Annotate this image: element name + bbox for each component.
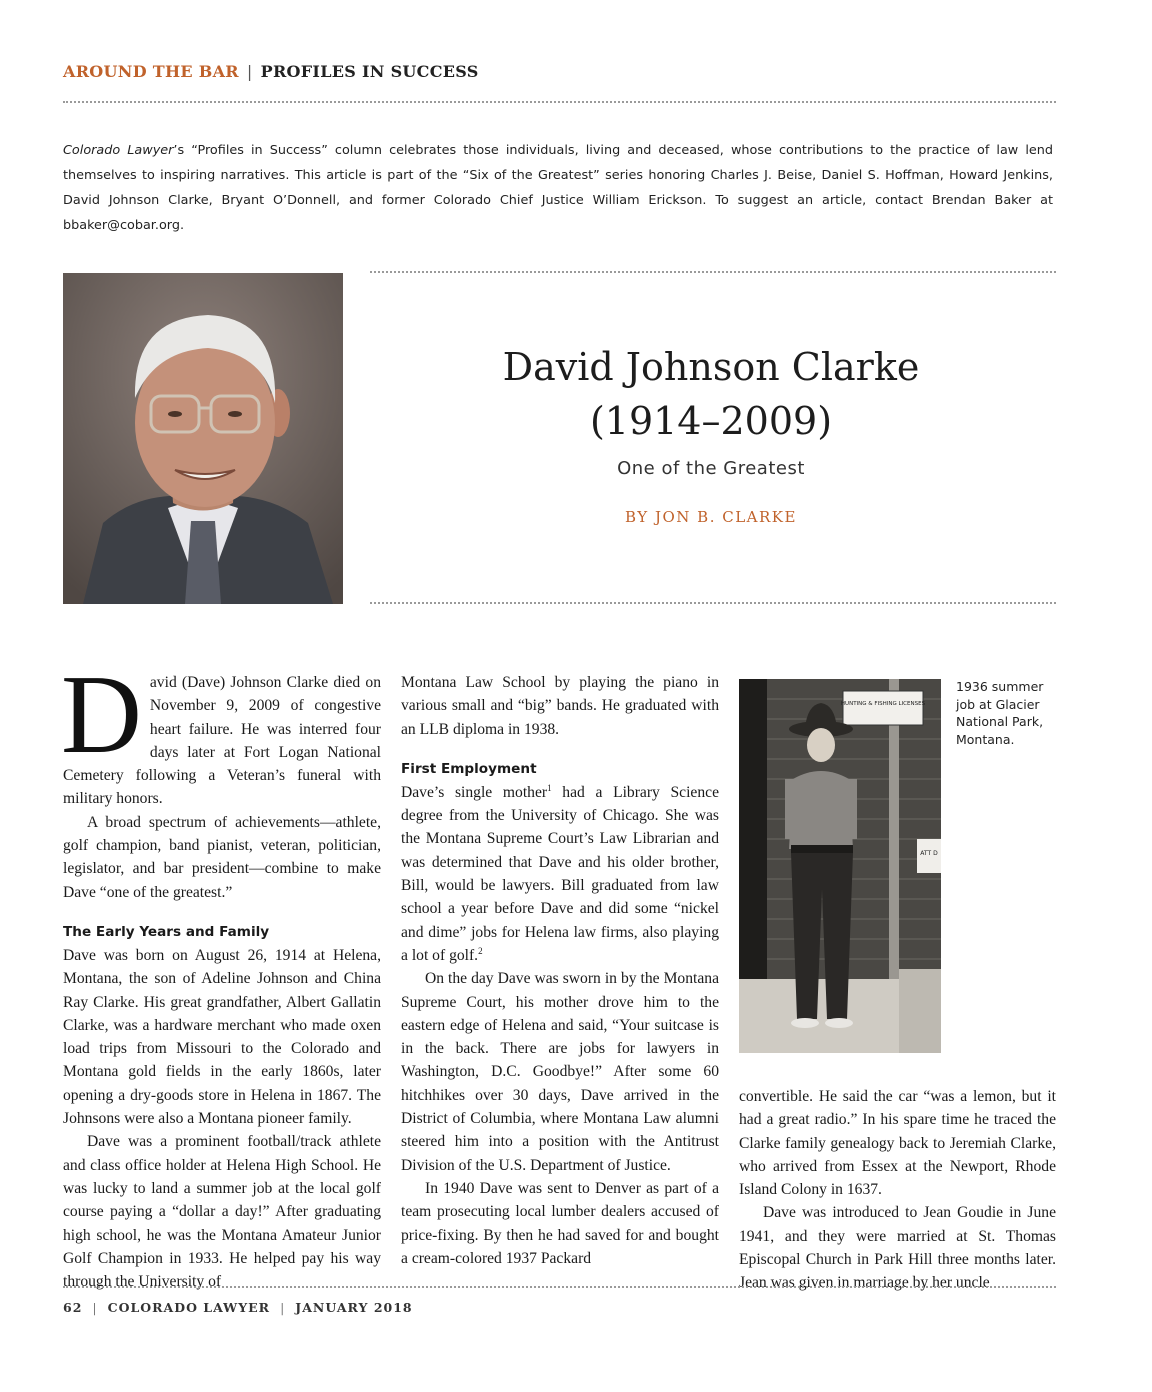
intro-text: ’s “Profiles in Success” column celebrates those individuals, living and deceased, whose contributions to the practice of law lend themselves to inspiring narratives. This article is part of the “Six of the Greatest” series honoring Charles J. Beise, Daniel S. Hoffman, Howard Jenkins, David Johnson Clarke, Bryant O’Donnell, and former Colorado Chief Justice William Erickson. To suggest an article, contact Brendan Baker at bbaker@cobar.org. bbox=[63, 143, 1054, 233]
subsection-label: PROFILES IN SUCCESS bbox=[260, 62, 479, 81]
column-2 bbox=[401, 671, 719, 1270]
col2-paragraph-2b: had a Library Science degree from the University of Chicago. She was the Montana Supreme Court’s Law Librarian and was determined that Dave and his older brother, Bill, would be lawyers. Bill graduated from law school a year before Dave and did some “nickel and dime” jobs for Helena law firms, also playing a lot of golf. bbox=[401, 783, 719, 964]
column-1 bbox=[61, 653, 381, 1293]
intro-paragraph bbox=[63, 138, 1053, 238]
title-name: David Johnson Clarke bbox=[502, 345, 920, 389]
col2-paragraph-4: In 1940 Dave was sent to Denver as part of a team prosecuting local lumber dealers accused of price-fixing. By then he had saved for and bought a cream-colored 1937 Packard bbox=[401, 1179, 719, 1267]
col3-paragraph-2: Dave was introduced to Jean Goudie in June 1941, and they were married at St. Thomas Episcopal Church in Park Hill three months later. Jean was given in marriage by her uncle bbox=[739, 1204, 1056, 1292]
heading-early-years: The Early Years and Family bbox=[63, 923, 270, 940]
glacier-park-photo bbox=[739, 679, 941, 1053]
portrait-photo bbox=[63, 273, 343, 604]
footer-date: JANUARY 2018 bbox=[295, 1300, 413, 1315]
column-3 bbox=[739, 1085, 1056, 1295]
col1-paragraph-1: avid (Dave) Johnson Clarke died on November 9, 2009 of congestive heart failure. He was interred four days later at Fort Logan National Cemetery following a Veteran’s funeral with military honors. bbox=[63, 674, 381, 808]
col1-paragraph-3: Dave was born on August 26, 1914 at Helena, Montana, the son of Adeline Johnson and China Ray Clarke. His great grandfather, Albert Gallatin Clarke, was a hardware merchant who made oxen load trips from Missouri to the Colorado and Montana gold fields in the early 1860s, later opening a dry-goods store in Helena in 1867. The Johnsons were also a Montana pioneer family. bbox=[63, 946, 381, 1128]
col3-paragraph-1: convertible. He said the car “was a lemon, but it had a great radio.” In his spare time he traced the Clarke family genealogy back to Jeremiah Clarke, who arrived from Essex at the Newport, Rhode Island Colony in 1637. bbox=[739, 1088, 1056, 1199]
footer-separator-1: | bbox=[92, 1300, 98, 1315]
drop-cap: D bbox=[61, 653, 142, 777]
section-label: AROUND THE BAR bbox=[63, 62, 239, 81]
header-divider bbox=[63, 101, 1056, 103]
col2-paragraph-2a: Dave’s single mother bbox=[401, 783, 548, 801]
col2-paragraph-3: On the day Dave was sworn in by the Montana Supreme Court, his mother drove him to the eastern edge of Helena and said, “Your suitcase is in the back. There are jobs for lawyers in Washington, D.C. Goodbye!” After some 60 hitchhikes over 30 days, Dave arrived in the District of Columbia, where Montana Law alumni steered him into a position with the Antitrust Division of the U.S. Department of Justice. bbox=[401, 970, 719, 1174]
article-byline: BY JON B. CLARKE bbox=[625, 508, 797, 526]
title-top-divider bbox=[370, 271, 1056, 273]
section-header bbox=[63, 62, 479, 81]
article-subtitle: One of the Greatest bbox=[617, 458, 805, 479]
sign-top-text: HUNTING & FISHING LICENSES bbox=[840, 701, 926, 707]
header-separator: | bbox=[246, 62, 253, 81]
footer-divider bbox=[63, 1286, 1056, 1288]
sign-side-text: ATT D bbox=[920, 850, 938, 857]
footnote-1: 1 bbox=[547, 782, 552, 793]
title-years: (1914–2009) bbox=[589, 399, 833, 443]
photo-caption: 1936 summer job at Glacier National Park, Montana. bbox=[956, 679, 1044, 747]
intro-publication: Colorado Lawyer bbox=[63, 143, 174, 158]
footer-publication: COLORADO LAWYER bbox=[107, 1300, 271, 1315]
page-number: 62 bbox=[63, 1300, 83, 1315]
col2-paragraph-2 bbox=[401, 781, 719, 967]
heading-first-employment: First Employment bbox=[401, 760, 537, 777]
footnote-2: 2 bbox=[478, 945, 483, 956]
col1-paragraph-2: A broad spectrum of achievements—athlete, golf champion, band pianist, veteran, politician, legislator, and bar president—combine to make Dave “one of the greatest.” bbox=[63, 813, 381, 901]
col2-paragraph-1: Montana Law School by playing the piano in various small and “big” bands. He graduated with an LLB diploma in 1938. bbox=[401, 674, 719, 738]
title-bottom-divider bbox=[370, 602, 1056, 604]
col1-paragraph-4: Dave was a prominent football/track athlete and class office holder at Helena High School. He was lucky to land a summer job at the local golf course paying a “dollar a day!” After graduating high school, he was the Montana Amateur Junior Golf Champion in 1933. He helped pay his way through the University of bbox=[63, 1133, 381, 1291]
article-title bbox=[370, 340, 1052, 448]
footer-separator-2: | bbox=[280, 1300, 286, 1315]
page-footer bbox=[63, 1300, 413, 1315]
